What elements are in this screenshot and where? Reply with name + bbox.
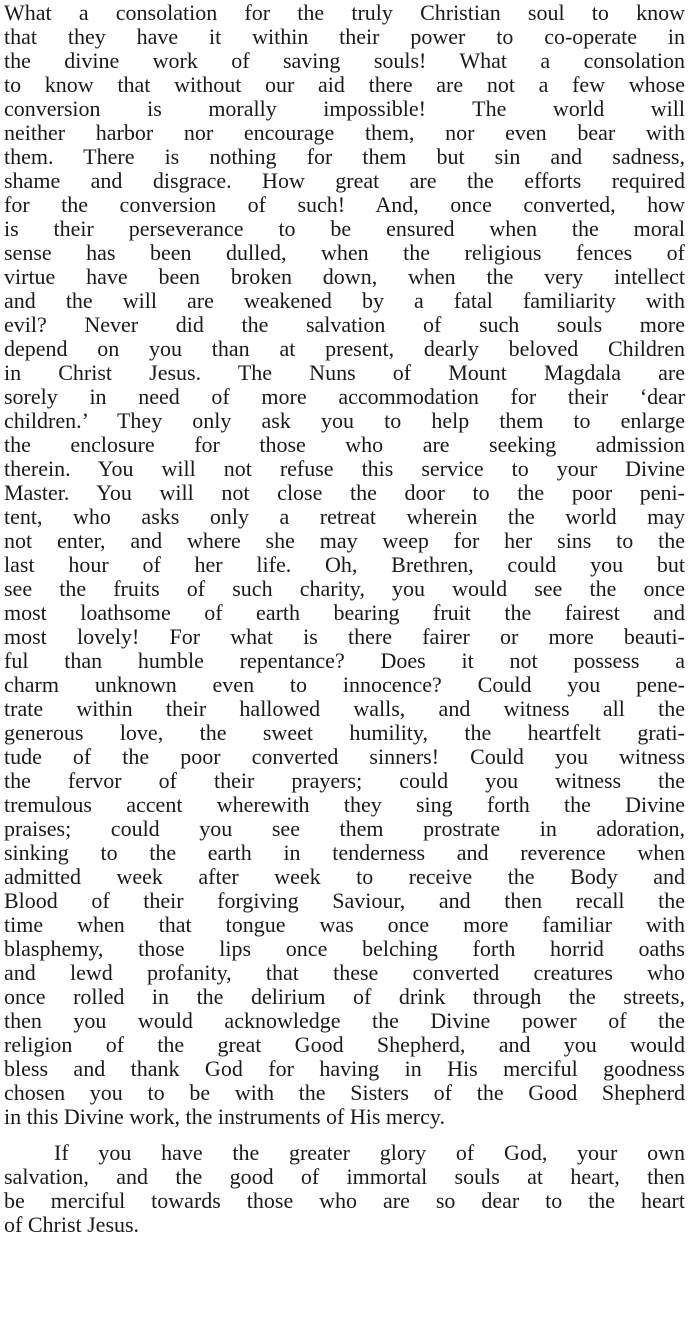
text-line: Master. You will not close the door to the poor peni- — [4, 480, 685, 505]
text-line: tremulous accent wherewith they sing forth the Divine — [4, 792, 685, 817]
text-line: praises; could you see them prostrate in adoration, — [4, 816, 685, 841]
text-line: conversion is morally impossible! The world will — [4, 96, 685, 121]
text-line: virtue have been broken down, when the very intellect — [4, 264, 685, 289]
text-line: trate within their hallowed walls, and witness all the — [4, 696, 685, 721]
text-line: is their perseverance to be ensured when the moral — [4, 216, 685, 241]
text-line: time when that tongue was once more familiar with — [4, 912, 685, 937]
text-line: generous love, the sweet humility, the heartfelt grati- — [4, 720, 685, 745]
text-line: therein. You will not refuse this service to your Divine — [4, 456, 685, 481]
text-line: What a consolation for the truly Christian soul to know — [4, 0, 685, 25]
text-line: admitted week after week to receive the Body and — [4, 864, 685, 889]
text-line: of Christ Jesus. — [4, 1212, 140, 1237]
text-line: tude of the poor converted sinners! Could you witness — [4, 744, 685, 769]
text-line: religion of the great Good Shepherd, and you would — [4, 1032, 685, 1057]
text-line: most lovely! For what is there fairer or more beauti- — [4, 624, 685, 649]
text-line: charm unknown even to innocence? Could you pene- — [4, 672, 685, 697]
text-line: the divine work of saving souls! What a consolation — [4, 48, 685, 73]
text-line: and lewd profanity, that these converted creatures who — [4, 960, 685, 985]
text-line: ful than humble repentance? Does it not possess a — [4, 648, 685, 673]
text-line: most loathsome of earth bearing fruit the fairest and — [4, 600, 685, 625]
text-line: salvation, and the good of immortal souls at heart, then — [4, 1164, 685, 1189]
text-line: sinking to the earth in tenderness and reverence when — [4, 840, 685, 865]
text-line: see the fruits of such charity, you would see the once — [4, 576, 685, 601]
text-line: blasphemy, those lips once belching forth horrid oaths — [4, 936, 685, 961]
text-line: sense has been dulled, when the religious fences of — [4, 240, 685, 265]
text-line: then you would acknowledge the Divine power of the — [4, 1008, 685, 1033]
text-line: If you have the greater glory of God, your own — [54, 1140, 685, 1165]
text-line: not enter, and where she may weep for her sins to the — [4, 528, 685, 553]
text-line: Blood of their forgiving Saviour, and then recall the — [4, 888, 685, 913]
text-line: in Christ Jesus. The Nuns of Mount Magdala are — [4, 360, 685, 385]
text-line: children.’ They only ask you to help them to enlarge — [4, 408, 685, 433]
text-line: in this Divine work, the instruments of His mercy. — [4, 1104, 445, 1129]
text-line: evil? Never did the salvation of such souls more — [4, 312, 685, 337]
text-line: and the will are weakened by a fatal familiarity with — [4, 288, 685, 313]
text-line: for the conversion of such! And, once converted, how — [4, 192, 685, 217]
text-line: that they have it within their power to co-operate in — [4, 24, 685, 49]
text-line: the enclosure for those who are seeking admission — [4, 432, 685, 457]
text-line: shame and disgrace. How great are the efforts required — [4, 168, 685, 193]
text-line: to know that without our aid there are not a few whose — [4, 72, 685, 97]
text-line: the fervor of their prayers; could you witness the — [4, 768, 685, 793]
text-line: sorely in need of more accommodation for their ‘dear — [4, 384, 685, 409]
text-line: tent, who asks only a retreat wherein the world may — [4, 504, 685, 529]
text-line: chosen you to be with the Sisters of the Good Shepherd — [4, 1080, 685, 1105]
text-line: be merciful towards those who are so dear to the heart — [4, 1188, 685, 1213]
text-line: depend on you than at present, dearly beloved Children — [4, 336, 685, 361]
text-line: last hour of her life. Oh, Brethren, could you but — [4, 552, 685, 577]
text-line: them. There is nothing for them but sin and sadness, — [4, 144, 685, 169]
text-line: neither harbor nor encourage them, nor even bear with — [4, 120, 685, 145]
text-line: once rolled in the delirium of drink through the streets, — [4, 984, 685, 1009]
text-line: bless and thank God for having in His merciful goodness — [4, 1056, 685, 1081]
